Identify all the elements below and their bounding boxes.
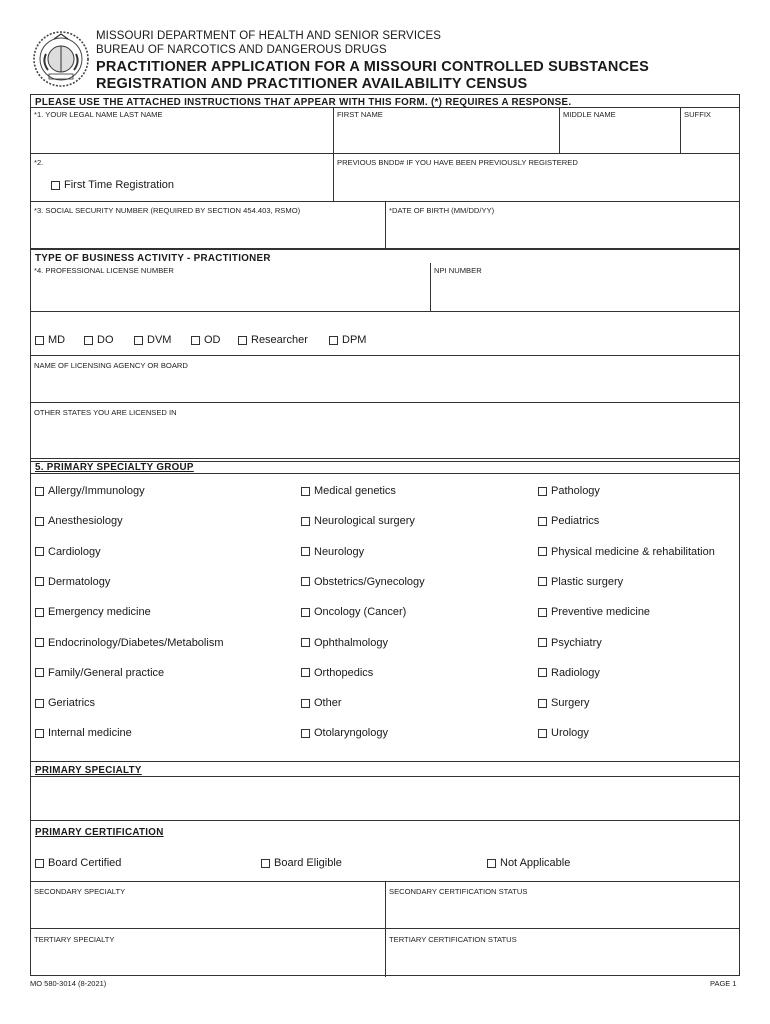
checkbox-box[interactable] bbox=[51, 181, 60, 190]
checkbox-box[interactable] bbox=[301, 729, 310, 738]
specialty-option-label: Oncology (Cancer) bbox=[314, 606, 407, 619]
checkbox-box[interactable] bbox=[301, 668, 310, 677]
checkbox-box[interactable] bbox=[35, 729, 44, 738]
checkbox-box[interactable] bbox=[301, 517, 310, 526]
specialty-option-label: Dermatology bbox=[48, 575, 111, 588]
npi-number-input[interactable] bbox=[434, 279, 738, 307]
checkbox-box[interactable] bbox=[301, 577, 310, 586]
checkbox-box[interactable] bbox=[35, 547, 44, 556]
checkbox-box[interactable] bbox=[538, 487, 547, 496]
specialty-option-checkbox[interactable] bbox=[35, 485, 145, 497]
type-dvm-label: DVM bbox=[147, 334, 172, 346]
specialty-option-label: Surgery bbox=[551, 697, 590, 710]
checkbox-box[interactable] bbox=[35, 487, 44, 496]
specialty-option-checkbox[interactable] bbox=[301, 637, 388, 649]
specialty-option-checkbox[interactable] bbox=[35, 637, 223, 649]
specialty-option-label: Radiology bbox=[551, 666, 600, 679]
checkbox-box[interactable] bbox=[329, 336, 338, 345]
middle-name-label: MIDDLE NAME bbox=[563, 110, 616, 119]
type-dvm-checkbox[interactable] bbox=[134, 334, 171, 346]
checkbox-box[interactable] bbox=[538, 729, 547, 738]
secondary-status-input[interactable] bbox=[389, 900, 739, 926]
specialty-option-checkbox[interactable] bbox=[538, 667, 600, 679]
specialty-option-label: Pathology bbox=[551, 485, 600, 497]
type-researcher-label: Researcher bbox=[251, 334, 308, 346]
specialty-option-label: Other bbox=[314, 697, 342, 710]
tertiary-status-input[interactable] bbox=[389, 948, 739, 974]
license-number-label: *4. PROFESSIONAL LICENSE NUMBER bbox=[34, 266, 174, 275]
specialty-option-label: Medical genetics bbox=[314, 485, 396, 497]
specialty-option-label: Urology bbox=[551, 727, 589, 740]
not-applicable-label: Not Applicable bbox=[500, 857, 571, 869]
specialty-option-checkbox[interactable] bbox=[538, 485, 600, 497]
specialty-option-checkbox[interactable] bbox=[35, 667, 164, 679]
specialty-option-label: Neurological surgery bbox=[314, 515, 415, 528]
type-md-checkbox[interactable] bbox=[35, 334, 65, 346]
checkbox-box[interactable] bbox=[238, 336, 247, 345]
checkbox-box[interactable] bbox=[35, 608, 44, 617]
specialty-option-checkbox[interactable] bbox=[301, 546, 364, 558]
legal-name-label: *1. YOUR LEGAL NAME LAST NAME bbox=[34, 110, 163, 119]
instructions-text: PLEASE USE THE ATTACHED INSTRUCTIONS THAT APPEAR WITH THIS FORM. (*) REQUIRES A RESPONSE. bbox=[35, 97, 572, 108]
specialty-option-label: Anesthesiology bbox=[48, 515, 123, 528]
checkbox-box[interactable] bbox=[301, 487, 310, 496]
specialty-option-label: Neurology bbox=[314, 545, 365, 558]
ssn-label: *3. SOCIAL SECURITY NUMBER (REQUIRED BY SECTION 454.403, RSMO) bbox=[34, 206, 301, 215]
specialty-option-checkbox[interactable] bbox=[35, 697, 95, 709]
specialty-option-label: Geriatrics bbox=[48, 697, 96, 710]
specialty-option-label: Family/General practice bbox=[48, 666, 165, 679]
dob-label: *DATE OF BIRTH (MM/DD/YY) bbox=[389, 206, 495, 215]
type-md-label: MD bbox=[48, 334, 66, 346]
specialty-option-checkbox[interactable] bbox=[35, 546, 101, 558]
ssn-input[interactable] bbox=[34, 219, 384, 245]
checkbox-box[interactable] bbox=[84, 336, 93, 345]
type-dpm-label: DPM bbox=[342, 334, 367, 346]
board-eligible-checkbox[interactable] bbox=[261, 857, 342, 869]
checkbox-box[interactable] bbox=[261, 859, 270, 868]
checkbox-box[interactable] bbox=[35, 638, 44, 647]
specialty-option-checkbox[interactable] bbox=[301, 667, 373, 679]
specialty-option-checkbox[interactable] bbox=[538, 606, 650, 618]
previous-bndd-label: PREVIOUS BNDD# IF YOU HAVE BEEN PREVIOUSLY REGISTERED bbox=[337, 158, 578, 167]
last-name-input[interactable] bbox=[34, 123, 333, 151]
checkbox-box[interactable] bbox=[538, 577, 547, 586]
checkbox-box[interactable] bbox=[538, 668, 547, 677]
specialty-option-label: Ophthalmology bbox=[314, 636, 388, 649]
specialty-option-checkbox[interactable] bbox=[538, 697, 590, 709]
checkbox-box[interactable] bbox=[538, 638, 547, 647]
business-activity-title: TYPE OF BUSINESS ACTIVITY - PRACTITIONER bbox=[35, 253, 271, 264]
checkbox-box[interactable] bbox=[35, 577, 44, 586]
specialty-option-checkbox[interactable] bbox=[538, 637, 602, 649]
specialty-option-label: Otolaryngology bbox=[314, 727, 388, 740]
specialty-option-label: Obstetrics/Gynecology bbox=[314, 575, 425, 588]
checkbox-box[interactable] bbox=[538, 699, 547, 708]
type-od-checkbox[interactable] bbox=[191, 334, 221, 346]
other-states-label: OTHER STATES YOU ARE LICENSED IN bbox=[34, 408, 177, 417]
middle-name-input[interactable] bbox=[563, 123, 680, 151]
other-states-input[interactable] bbox=[34, 421, 738, 451]
checkbox-box[interactable] bbox=[301, 547, 310, 556]
not-applicable-checkbox[interactable] bbox=[487, 857, 570, 869]
checkbox-box[interactable] bbox=[134, 336, 143, 345]
checkbox-box[interactable] bbox=[538, 517, 547, 526]
suffix-label: SUFFIX bbox=[684, 110, 712, 119]
specialty-option-checkbox[interactable] bbox=[301, 485, 396, 497]
department-name: MISSOURI DEPARTMENT OF HEALTH AND SENIOR SERVICES bbox=[96, 30, 442, 42]
specialty-option-checkbox[interactable] bbox=[538, 727, 589, 739]
type-do-checkbox[interactable] bbox=[84, 334, 114, 346]
suffix-input[interactable] bbox=[684, 123, 740, 151]
specialty-option-label: Allergy/Immunology bbox=[48, 485, 145, 497]
checkbox-box[interactable] bbox=[35, 336, 44, 345]
specialty-option-label: Orthopedics bbox=[314, 666, 374, 679]
licensing-agency-label: NAME OF LICENSING AGENCY OR BOARD bbox=[34, 361, 188, 370]
specialty-option-label: Plastic surgery bbox=[551, 575, 624, 588]
checkbox-box[interactable] bbox=[301, 638, 310, 647]
specialty-option-label: Endocrinology/Diabetes/Metabolism bbox=[48, 636, 224, 649]
checkbox-box[interactable] bbox=[35, 859, 44, 868]
missouri-seal-logo bbox=[32, 30, 90, 88]
specialty-option-checkbox[interactable] bbox=[301, 515, 415, 527]
checkbox-box[interactable] bbox=[487, 859, 496, 868]
form-title-line1: PRACTITIONER APPLICATION FOR A MISSOURI CONTROLLED SUBSTANCES bbox=[96, 59, 649, 75]
checkbox-box[interactable] bbox=[301, 608, 310, 617]
primary-specialty-input[interactable] bbox=[34, 780, 738, 816]
previous-bndd-input[interactable] bbox=[337, 171, 739, 199]
type-researcher-checkbox[interactable] bbox=[238, 334, 308, 346]
specialty-option-checkbox[interactable] bbox=[538, 576, 623, 588]
specialty-option-checkbox[interactable] bbox=[301, 576, 425, 588]
checkbox-box[interactable] bbox=[301, 699, 310, 708]
specialty-option-checkbox[interactable] bbox=[35, 727, 132, 739]
specialty-option-checkbox[interactable] bbox=[35, 576, 110, 588]
checkbox-box[interactable] bbox=[538, 608, 547, 617]
dob-input[interactable] bbox=[389, 219, 739, 245]
tertiary-specialty-label: TERTIARY SPECIALTY bbox=[34, 935, 115, 944]
specialty-option-label: Physical medicine & rehabilitation bbox=[551, 545, 715, 558]
tertiary-specialty-input[interactable] bbox=[34, 948, 384, 974]
first-name-input[interactable] bbox=[337, 123, 559, 151]
board-certified-label: Board Certified bbox=[48, 857, 122, 869]
secondary-specialty-input[interactable] bbox=[34, 900, 384, 926]
specialty-option-checkbox[interactable] bbox=[35, 515, 123, 527]
board-eligible-label: Board Eligible bbox=[274, 857, 342, 869]
specialty-option-checkbox[interactable] bbox=[538, 515, 599, 527]
application-form bbox=[30, 94, 740, 976]
specialty-option-label: Emergency medicine bbox=[48, 606, 151, 619]
specialty-option-label: Internal medicine bbox=[48, 727, 132, 740]
checkbox-box[interactable] bbox=[35, 699, 44, 708]
specialty-option-label: Pediatrics bbox=[551, 515, 600, 528]
page-number: PAGE 1 bbox=[710, 979, 737, 988]
specialty-option-checkbox[interactable] bbox=[301, 606, 406, 618]
board-certified-checkbox[interactable] bbox=[35, 857, 121, 869]
checkbox-box[interactable] bbox=[191, 336, 200, 345]
type-od-label: OD bbox=[204, 334, 221, 346]
form-title-line2: REGISTRATION AND PRACTITIONER AVAILABILITY CENSUS bbox=[96, 76, 528, 92]
checkbox-box[interactable] bbox=[538, 547, 547, 556]
primary-specialty-title: PRIMARY SPECIALTY bbox=[35, 765, 142, 776]
npi-number-label: NPI NUMBER bbox=[434, 266, 482, 275]
specialty-option-checkbox[interactable] bbox=[301, 697, 342, 709]
secondary-specialty-label: SECONDARY SPECIALTY bbox=[34, 887, 126, 896]
specialty-option-label: Preventive medicine bbox=[551, 606, 651, 619]
checkbox-box[interactable] bbox=[35, 668, 44, 677]
row2-number-label: *2. bbox=[34, 158, 44, 167]
first-time-registration-checkbox[interactable] bbox=[51, 179, 174, 191]
specialty-option-checkbox[interactable] bbox=[35, 606, 151, 618]
secondary-status-label: SECONDARY CERTIFICATION STATUS bbox=[389, 887, 528, 896]
specialty-option-checkbox[interactable] bbox=[301, 727, 388, 739]
tertiary-status-label: TERTIARY CERTIFICATION STATUS bbox=[389, 935, 517, 944]
licensing-agency-input[interactable] bbox=[34, 373, 738, 399]
primary-specialty-group-title: 5. PRIMARY SPECIALTY GROUP bbox=[35, 462, 194, 473]
first-name-label: FIRST NAME bbox=[337, 110, 383, 119]
type-do-label: DO bbox=[97, 334, 114, 346]
form-number: MO 580-3014 (8-2021) bbox=[30, 979, 107, 988]
type-dpm-checkbox[interactable] bbox=[329, 334, 366, 346]
first-time-registration-label: First Time Registration bbox=[64, 179, 175, 191]
bureau-name: BUREAU OF NARCOTICS AND DANGEROUS DRUGS bbox=[96, 44, 387, 56]
specialty-option-label: Cardiology bbox=[48, 545, 101, 558]
specialty-option-label: Psychiatry bbox=[551, 636, 602, 649]
license-number-input[interactable] bbox=[34, 279, 428, 307]
checkbox-box[interactable] bbox=[35, 517, 44, 526]
specialty-option-checkbox[interactable] bbox=[538, 546, 715, 558]
primary-certification-title: PRIMARY CERTIFICATION bbox=[35, 827, 164, 838]
